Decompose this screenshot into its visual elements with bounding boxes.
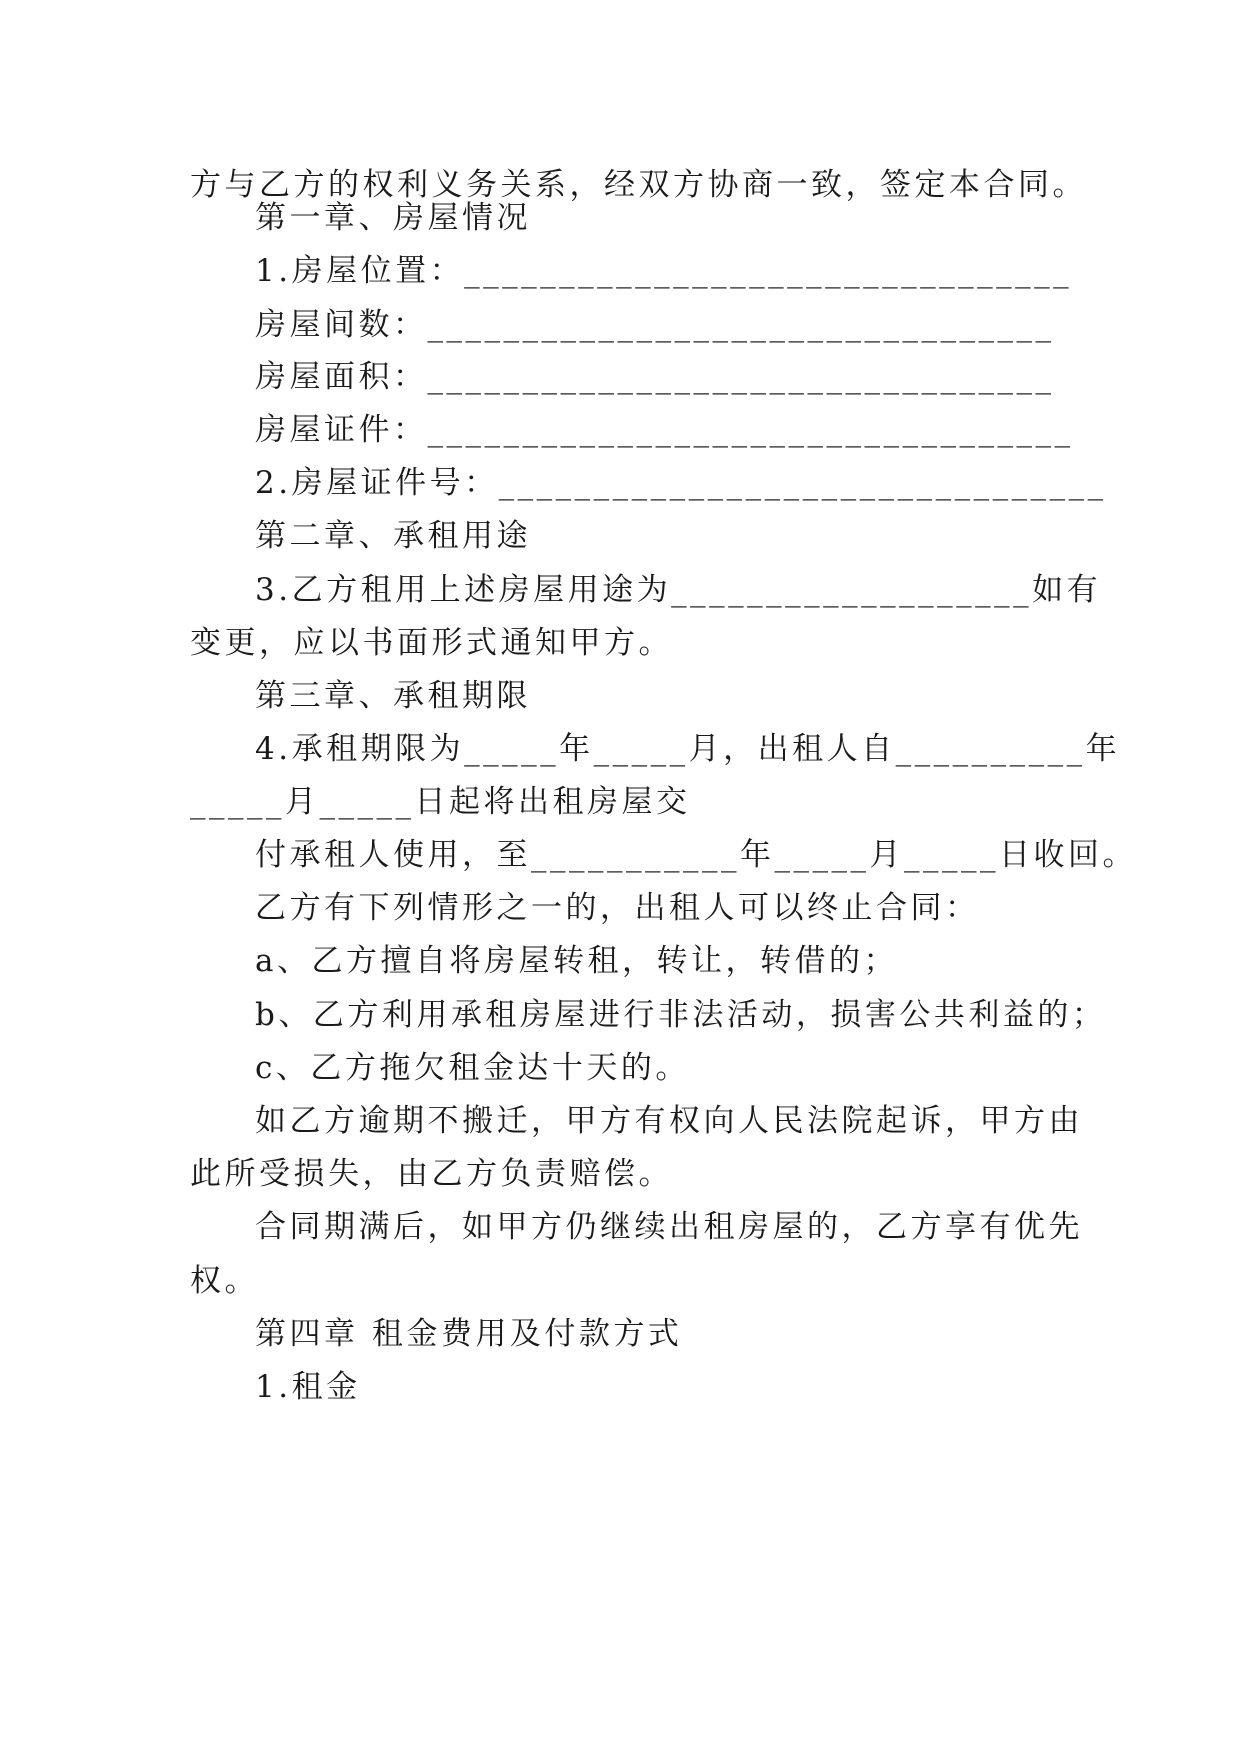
chapter-heading-4: 第四章 租金费用及付款方式 — [255, 1316, 683, 1352]
field-certificate-number: 2.房屋证件号：________________________________ — [255, 465, 1107, 501]
field-house-certificate: 房屋证件：__________________________________ — [255, 412, 1074, 448]
clause-4-line-2: _____月_____日起将出租房屋交 — [190, 784, 691, 820]
paragraph-continuation: 方与乙方的权利义务关系，经双方协商一致，签定本合同。 — [190, 167, 1087, 203]
field-room-count: 房屋间数：_________________________________ — [255, 307, 1055, 343]
chapter-heading-1: 第一章、房屋情况 — [255, 200, 531, 236]
field-house-area: 房屋面积：_________________________________ — [255, 359, 1055, 395]
renewal-clause-line-2: 权。 — [190, 1263, 259, 1299]
chapter-heading-2: 第二章、承租用途 — [255, 518, 531, 554]
renewal-clause-line-1: 合同期满后，如甲方仍继续出租房屋的，乙方享有优先 — [255, 1209, 1083, 1245]
clause-4-line-1: 4.承租期限为_____年_____月，出租人自__________年 — [255, 731, 1121, 767]
overdue-clause-line-1: 如乙方逾期不搬迁，甲方有权向人民法院起诉，甲方由 — [255, 1103, 1083, 1139]
clause-4-line-3: 付承租人使用，至___________年_____月_____日收回。 — [255, 837, 1137, 873]
clause-3-line-2: 变更，应以书面形式通知甲方。 — [190, 625, 673, 661]
chapter-heading-3: 第三章、承租期限 — [255, 678, 531, 714]
termination-item-a: a、乙方擅自将房屋转租，转让，转借的； — [255, 943, 898, 979]
clause-3-line-1: 3.乙方租用上述房屋用途为___________________如有 — [255, 572, 1102, 608]
field-house-location: 1.房屋位置：________________________________ — [255, 253, 1073, 289]
termination-intro: 乙方有下列情形之一的，出租人可以终止合同： — [255, 890, 980, 926]
termination-item-c: c、乙方拖欠租金达十天的。 — [255, 1050, 690, 1086]
rent-item-heading: 1.租金 — [255, 1369, 361, 1405]
overdue-clause-line-2: 此所受损失，由乙方负责赔偿。 — [190, 1156, 673, 1192]
termination-item-b: b、乙方利用承租房屋进行非法活动，损害公共利益的； — [255, 997, 1107, 1033]
